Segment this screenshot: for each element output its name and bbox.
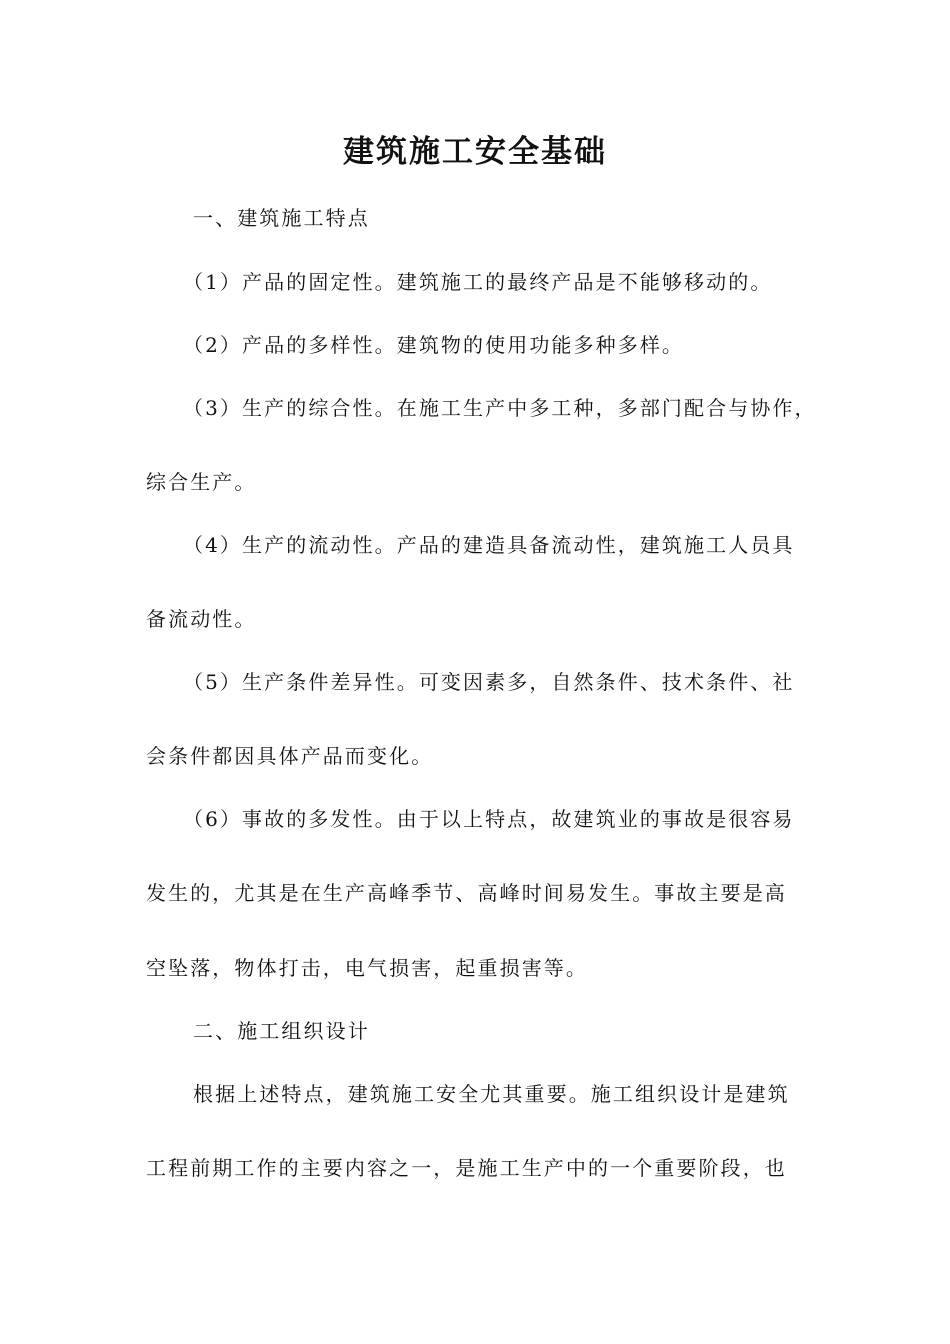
paragraph-line: 综合生产。 <box>146 470 257 494</box>
paragraph-line: （2）产品的多样性。建筑物的使用功能多种多样。 <box>183 333 685 357</box>
paragraph-line: （4）生产的流动性。产品的建造具备流动性，建筑施工人员具 <box>183 533 795 557</box>
paragraph-line: （3）生产的综合性。在施工生产中多工种，多部门配合与协作， <box>183 396 817 420</box>
paragraph-line: 备流动性。 <box>146 607 257 631</box>
paragraph-line: 会条件都因具体产品而变化。 <box>146 744 434 768</box>
document-title: 建筑施工安全基础 <box>343 134 607 170</box>
paragraph-line: 工程前期工作的主要内容之一，是施工生产中的一个重要阶段，也 <box>146 1156 787 1180</box>
paragraph-line: （1）产品的固定性。建筑施工的最终产品是不能够移动的。 <box>183 270 773 294</box>
paragraph-line: 根据上述特点，建筑施工安全尤其重要。施工组织设计是建筑 <box>193 1082 790 1106</box>
paragraph-line: 发生的，尤其是在生产高峰季节、高峰时间易发生。事故主要是高 <box>146 881 787 905</box>
paragraph-line: 空坠落，物体打击，电气损害，起重损害等。 <box>146 956 588 980</box>
paragraph-line: （5）生产条件差异性。可变因素多，自然条件、技术条件、社 <box>183 670 795 694</box>
paragraph-line: （6）事故的多发性。由于以上特点，故建筑业的事故是很容易 <box>183 807 795 831</box>
section-heading-2: 二、施工组织设计 <box>193 1019 370 1043</box>
section-heading-1: 一、建筑施工特点 <box>193 206 370 230</box>
